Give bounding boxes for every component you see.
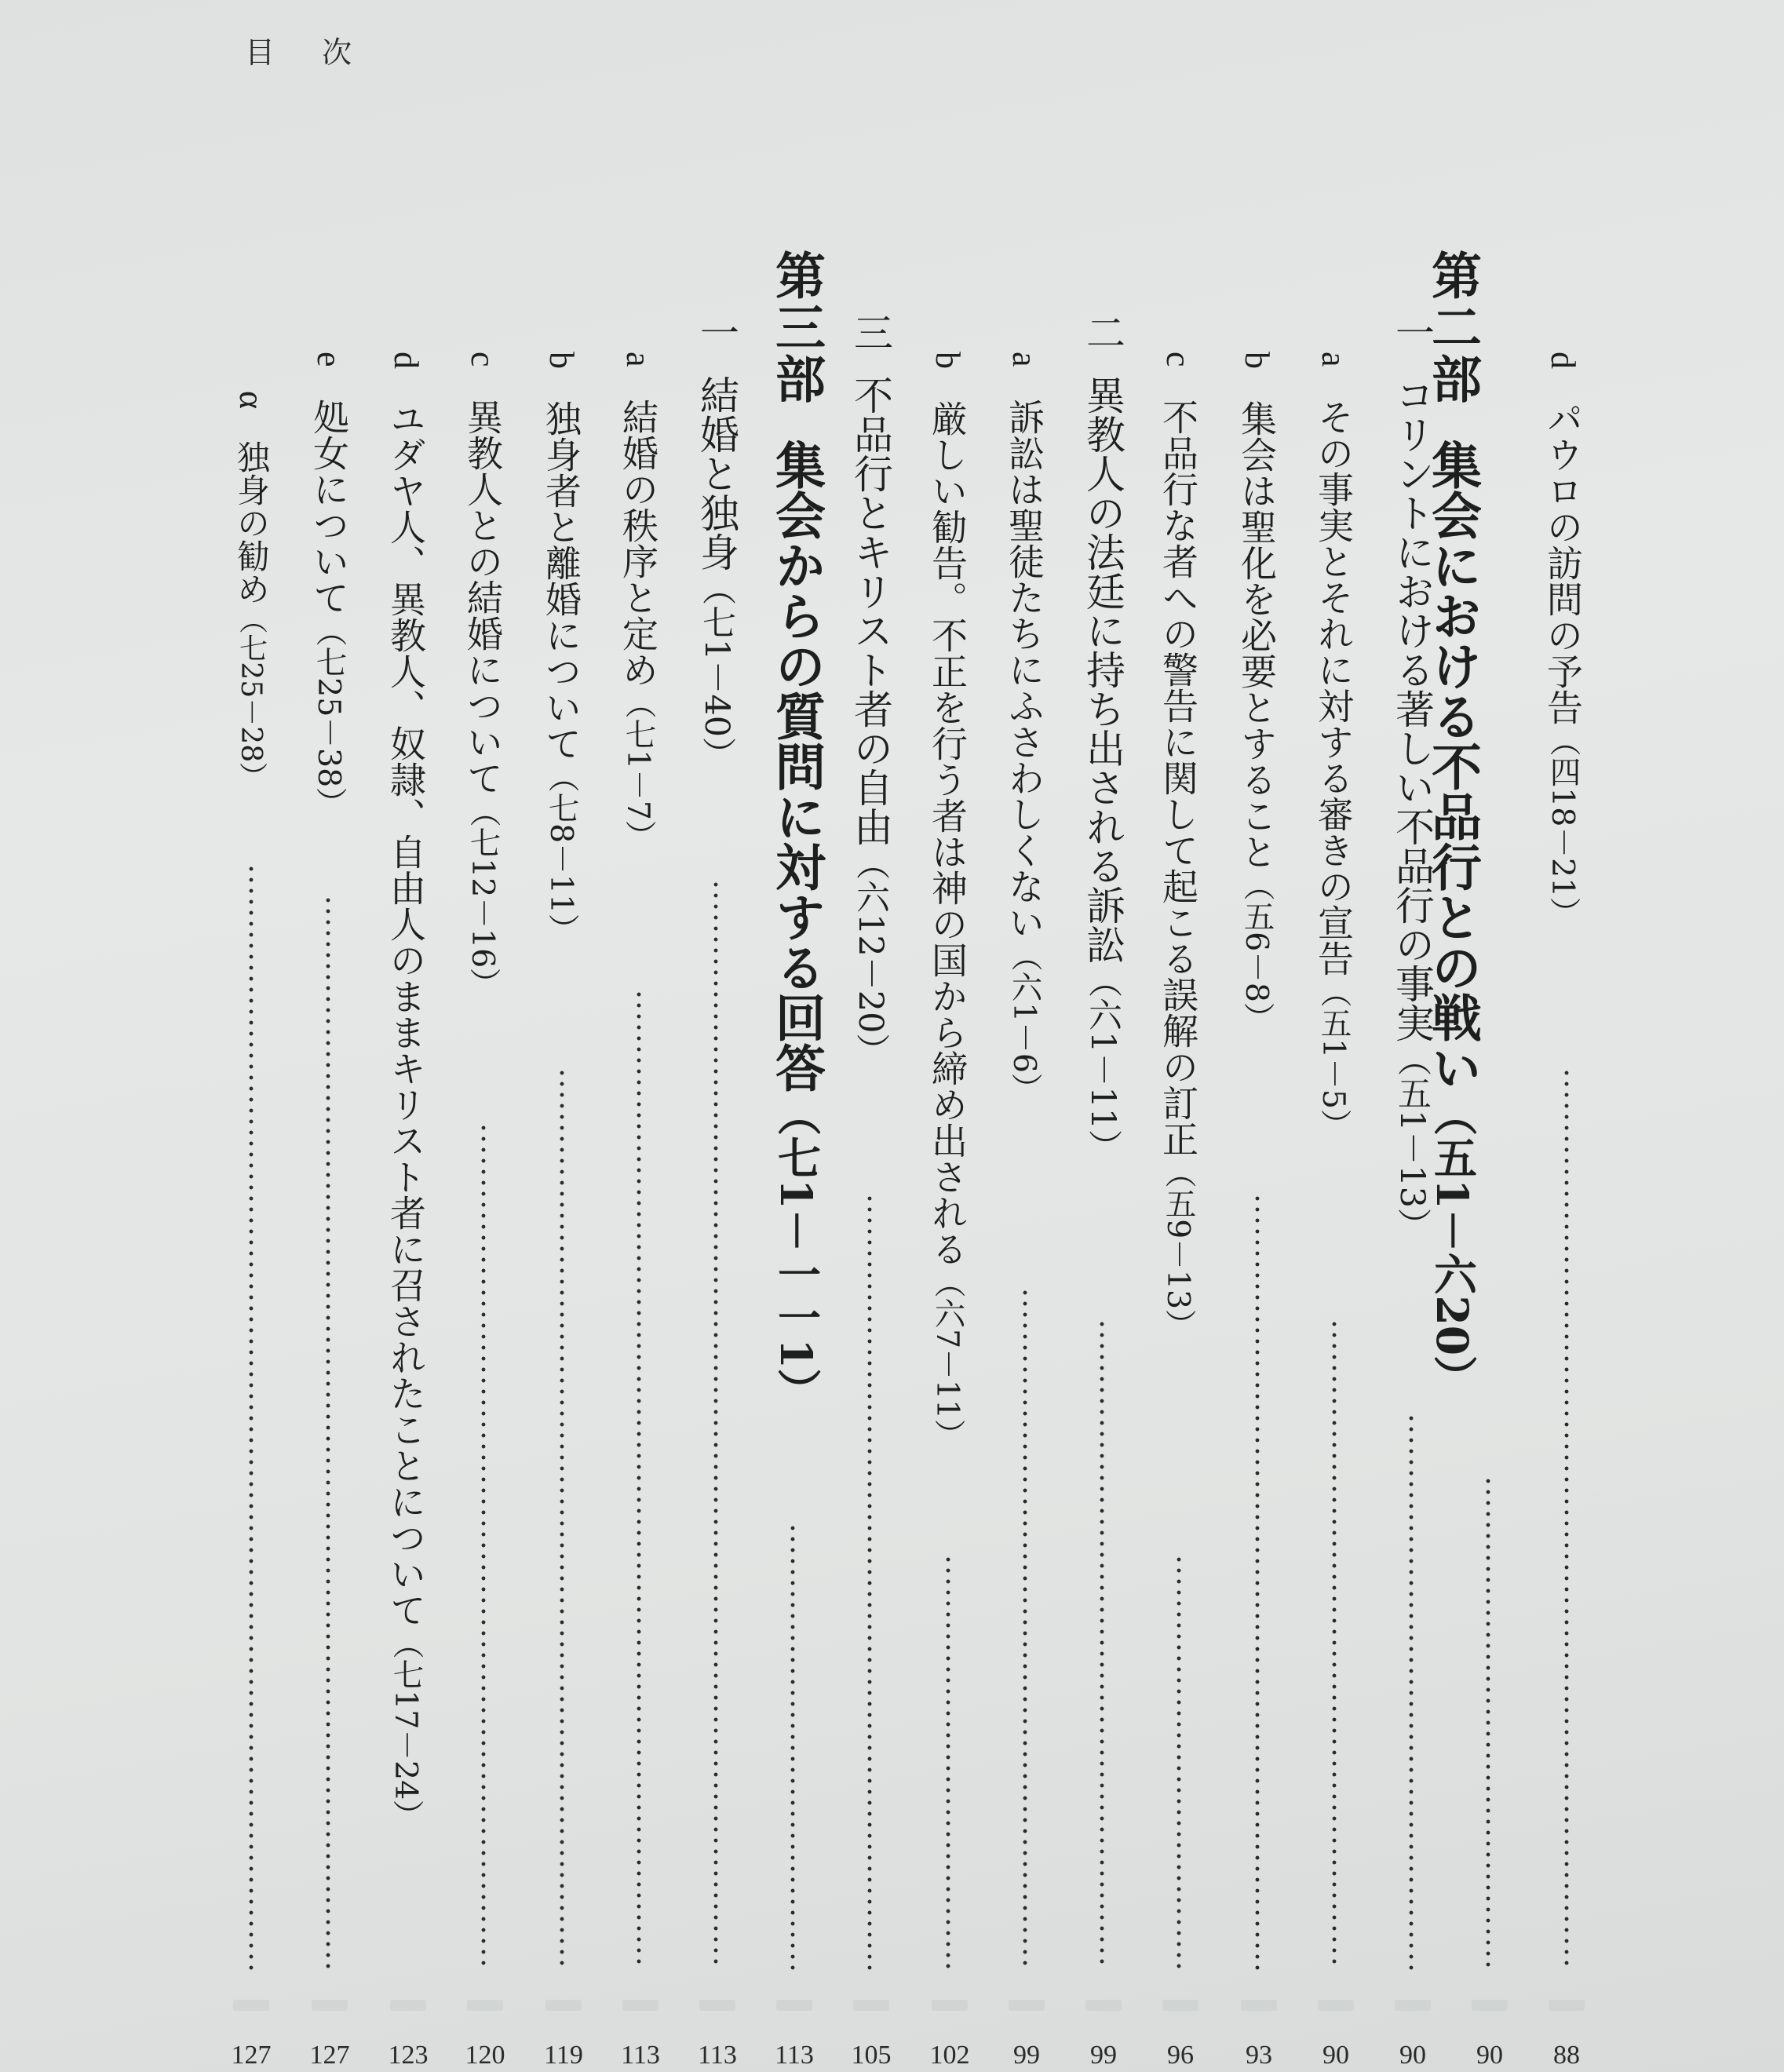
entry-marker: 第三部 xyxy=(767,250,826,405)
entry-title: コリントにおける著しい不品行の事実 xyxy=(1389,375,1435,1042)
leader-dots xyxy=(1176,1554,1182,1970)
entry-marker: a xyxy=(1005,352,1044,367)
bleed-through-mark xyxy=(1009,2000,1045,2011)
page-number: 102 xyxy=(929,2041,970,2070)
leader-dots xyxy=(1331,1319,1337,1970)
page-number: 113 xyxy=(621,2041,660,2070)
entry-marker: c xyxy=(464,352,502,367)
leader-dots xyxy=(325,895,331,1970)
page-number: 88 xyxy=(1553,2041,1580,2070)
bleed-through-mark xyxy=(1395,2000,1431,2011)
page-number: 120 xyxy=(465,2041,505,2070)
entry-title: 不品行とキリスト者の自由 xyxy=(848,375,893,846)
toc-entry xyxy=(232,391,271,791)
entry-reference: （七1－一一1） xyxy=(771,1093,822,1412)
toc-entry xyxy=(1541,352,1584,928)
leader-dots xyxy=(1408,1413,1414,1970)
leader-dots xyxy=(636,989,642,1970)
leader-dots xyxy=(1254,1193,1260,1970)
bleed-through-mark xyxy=(853,2000,889,2011)
entry-reference: （七25－38） xyxy=(311,615,347,819)
toc-entry xyxy=(694,312,739,772)
page-number: 113 xyxy=(698,2041,737,2070)
entry-marker: b xyxy=(542,352,581,369)
entry-reference: （七17－24） xyxy=(388,1628,424,1831)
page-number: 90 xyxy=(1322,2041,1349,2070)
entry-title: 異教人との結婚について xyxy=(462,398,504,796)
entry-reference: （六1－11） xyxy=(1083,964,1122,1164)
entry-marker: c xyxy=(1159,352,1198,367)
entry-title: 訴訟は聖徒たちにふさわしくない xyxy=(1003,398,1045,940)
leader-dots xyxy=(559,1067,565,1970)
entry-title: パウロの訪問の予告 xyxy=(1541,400,1584,725)
toc-entry xyxy=(926,352,969,1450)
bleed-through-mark xyxy=(932,2000,968,2011)
leader-dots xyxy=(1563,1067,1570,1970)
toc-entry xyxy=(1312,352,1355,1140)
entry-reference: （五1－5） xyxy=(1315,976,1352,1140)
entry-title: 集会における不品行との戦い xyxy=(1423,440,1482,1093)
entry-reference: （七1－40） xyxy=(697,571,736,772)
leader-dots xyxy=(248,863,254,1970)
entry-title: その事実とそれに対する審きの宣告 xyxy=(1312,398,1355,976)
bleed-through-mark xyxy=(1318,2000,1354,2011)
toc-entry xyxy=(767,250,826,1412)
page-number: 123 xyxy=(388,2041,429,2070)
entry-reference: （四18－21） xyxy=(1545,725,1581,928)
bleed-through-mark xyxy=(699,2000,735,2011)
entry-reference: （六7－11） xyxy=(929,1267,965,1450)
toc-entry xyxy=(385,352,427,1831)
bleed-through-mark xyxy=(1241,2000,1277,2011)
entry-reference: （五1－六20） xyxy=(1427,1093,1478,1399)
toc-entry xyxy=(617,352,659,852)
entry-marker: 第二部 xyxy=(1423,250,1482,405)
page-number: 127 xyxy=(231,2041,272,2070)
entry-marker: a xyxy=(1315,352,1353,367)
entry-title: 処女について xyxy=(308,398,350,615)
entry-reference: （五6－8） xyxy=(1239,870,1275,1034)
page-number: 127 xyxy=(309,2041,350,2070)
entry-title: ユダヤ人、異教人、奴隷、自由人のままキリスト者に召されたことについて xyxy=(385,400,427,1628)
page-number: 99 xyxy=(1090,2041,1117,2070)
entry-reference: （五1－13） xyxy=(1392,1042,1432,1242)
entry-marker: e xyxy=(310,352,348,367)
entry-marker: b xyxy=(928,352,967,369)
entry-reference: （七8－11） xyxy=(543,761,579,945)
entry-marker: 二 xyxy=(1080,312,1125,352)
bleed-through-mark xyxy=(390,2000,426,2011)
bleed-through-mark xyxy=(1549,2000,1585,2011)
entry-reference: （六1－6） xyxy=(1006,939,1042,1104)
toc-entry xyxy=(540,352,582,945)
bleed-through-mark xyxy=(1162,2000,1198,2011)
bleed-through-mark xyxy=(622,2000,659,2011)
bleed-through-mark xyxy=(312,2000,348,2011)
entry-title: 結婚と独身 xyxy=(694,375,739,571)
entry-marker: a xyxy=(619,352,658,367)
page-number: 93 xyxy=(1246,2041,1272,2070)
bleed-through-mark xyxy=(233,2000,269,2011)
page-number: 105 xyxy=(851,2041,892,2070)
toc-entry xyxy=(1389,312,1435,1242)
bleed-through-mark xyxy=(545,2000,582,2011)
toc-entry xyxy=(462,352,504,999)
page-number: 90 xyxy=(1399,2041,1426,2070)
entry-marker: d xyxy=(1544,352,1582,369)
entry-title: 結婚の秩序と定め xyxy=(617,398,659,688)
leader-dots xyxy=(1099,1319,1105,1970)
leader-dots xyxy=(1022,1287,1028,1970)
entry-reference: （七25－28） xyxy=(235,605,268,791)
toc-entry xyxy=(848,312,893,1067)
entry-title: 集会からの質問に対する回答 xyxy=(767,440,826,1093)
toc-entry xyxy=(1157,352,1199,1341)
toc-entry xyxy=(1235,352,1278,1034)
entry-title: 集会は聖化を必要とすること xyxy=(1235,400,1278,870)
entry-marker: d xyxy=(387,352,425,369)
page-number: 119 xyxy=(544,2041,583,2070)
bleed-through-mark xyxy=(1085,2000,1122,2011)
entry-reference: （七12－16） xyxy=(465,795,501,999)
bleed-through-mark xyxy=(776,2000,812,2011)
leader-dots xyxy=(713,879,719,1970)
entry-reference: （五9－13） xyxy=(1160,1156,1196,1341)
leader-dots xyxy=(790,1523,796,1970)
bleed-through-mark xyxy=(467,2000,503,2011)
leader-dots xyxy=(945,1554,951,1970)
entry-reference: （七1－7） xyxy=(620,687,656,852)
toc-entry xyxy=(1003,352,1045,1104)
page-header: 目 次 xyxy=(245,35,371,70)
entry-title: 独身の勧め xyxy=(232,440,271,606)
toc-entry xyxy=(1080,312,1125,1164)
toc-entry xyxy=(308,352,350,819)
entry-marker: α xyxy=(232,391,271,410)
page-number: 96 xyxy=(1167,2041,1194,2070)
bleed-through-mark xyxy=(1472,2000,1508,2011)
entry-title: 不品行な者への警告に関して起こる誤解の訂正 xyxy=(1157,398,1199,1157)
entry-marker: b xyxy=(1238,352,1276,369)
page-number: 90 xyxy=(1476,2041,1503,2070)
leader-dots xyxy=(1485,1476,1491,1970)
entry-title: 異教人の法廷に持ち出される訴訟 xyxy=(1080,375,1125,964)
entry-reference: （六12－20） xyxy=(851,846,890,1067)
entry-marker: 三 xyxy=(848,312,893,352)
entry-title: 独身者と離婚について xyxy=(540,400,582,761)
entry-marker: 一 xyxy=(1389,312,1435,352)
page-number: 99 xyxy=(1013,2041,1040,2070)
entry-title: 厳しい勧告。不正を行う者は神の国から締め出される xyxy=(926,400,969,1267)
leader-dots xyxy=(480,1122,487,1970)
leader-dots xyxy=(866,1193,873,1970)
entry-marker: 一 xyxy=(694,312,739,352)
page-number: 113 xyxy=(775,2041,814,2070)
